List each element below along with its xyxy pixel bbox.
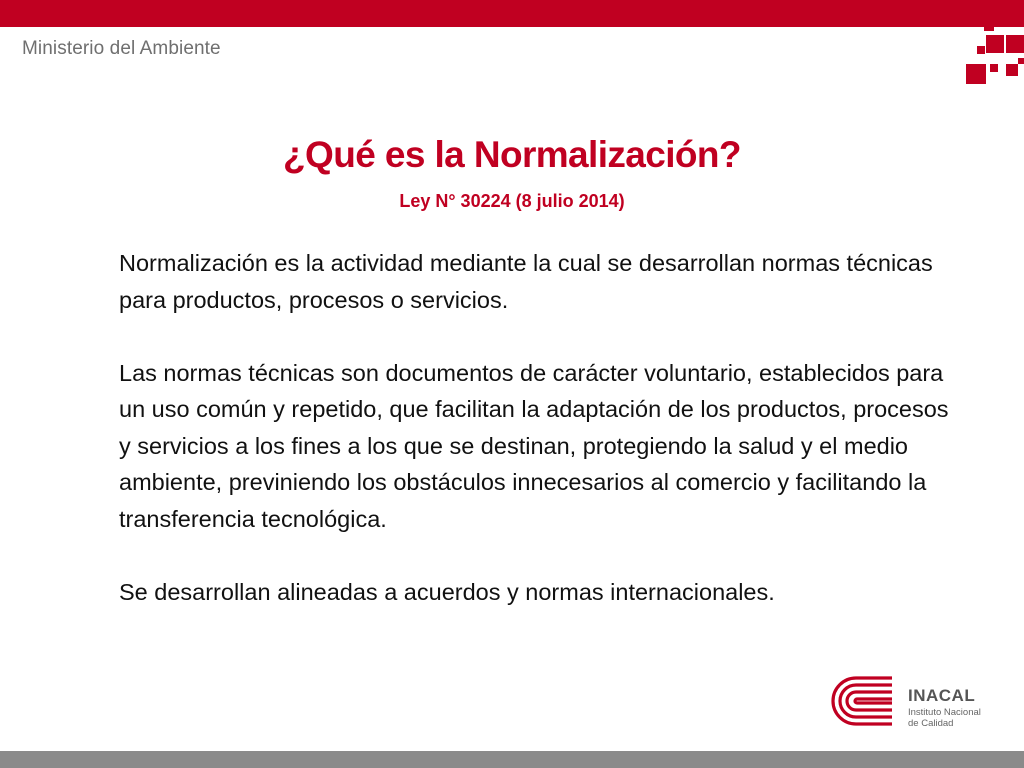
inacal-logo-icon xyxy=(826,672,902,730)
paragraph-international-alignment: Se desarrollan alineadas a acuerdos y normas internacionales. xyxy=(119,578,775,605)
top-accent-bar xyxy=(0,0,1024,27)
ministry-label: Ministerio del Ambiente xyxy=(22,38,221,59)
inacal-subtitle xyxy=(908,707,1008,729)
inacal-name: INACAL xyxy=(908,686,976,705)
slide-title: ¿Qué es la Normalización? xyxy=(283,134,741,175)
paragraph-technical-norms: Las normas técnicas son documentos de carácter voluntario, establecidos para un uso común y repetido, que facilitan la adaptación de los productos, procesos y servicios a los fines a los que se destinan, protegiendo la salud y el medio ambiente, previniendo los obstáculos innecesarios al comercio y facilitando la transferencia tecnológica. xyxy=(119,359,949,532)
bottom-gray-bar xyxy=(0,751,1024,768)
inacal-subtitle-line2: de Calidad xyxy=(908,718,954,729)
inacal-subtitle-line1: Instituto Nacional xyxy=(908,707,981,718)
paragraph-definition: Normalización es la actividad mediante la cual se desarrollan normas técnicas para productos, procesos o servicios. xyxy=(119,250,933,313)
slide-subtitle: Ley N° 30224 (8 julio 2014) xyxy=(399,191,625,211)
corner-squares-logo-icon xyxy=(960,21,1024,91)
slide-body xyxy=(119,245,959,610)
